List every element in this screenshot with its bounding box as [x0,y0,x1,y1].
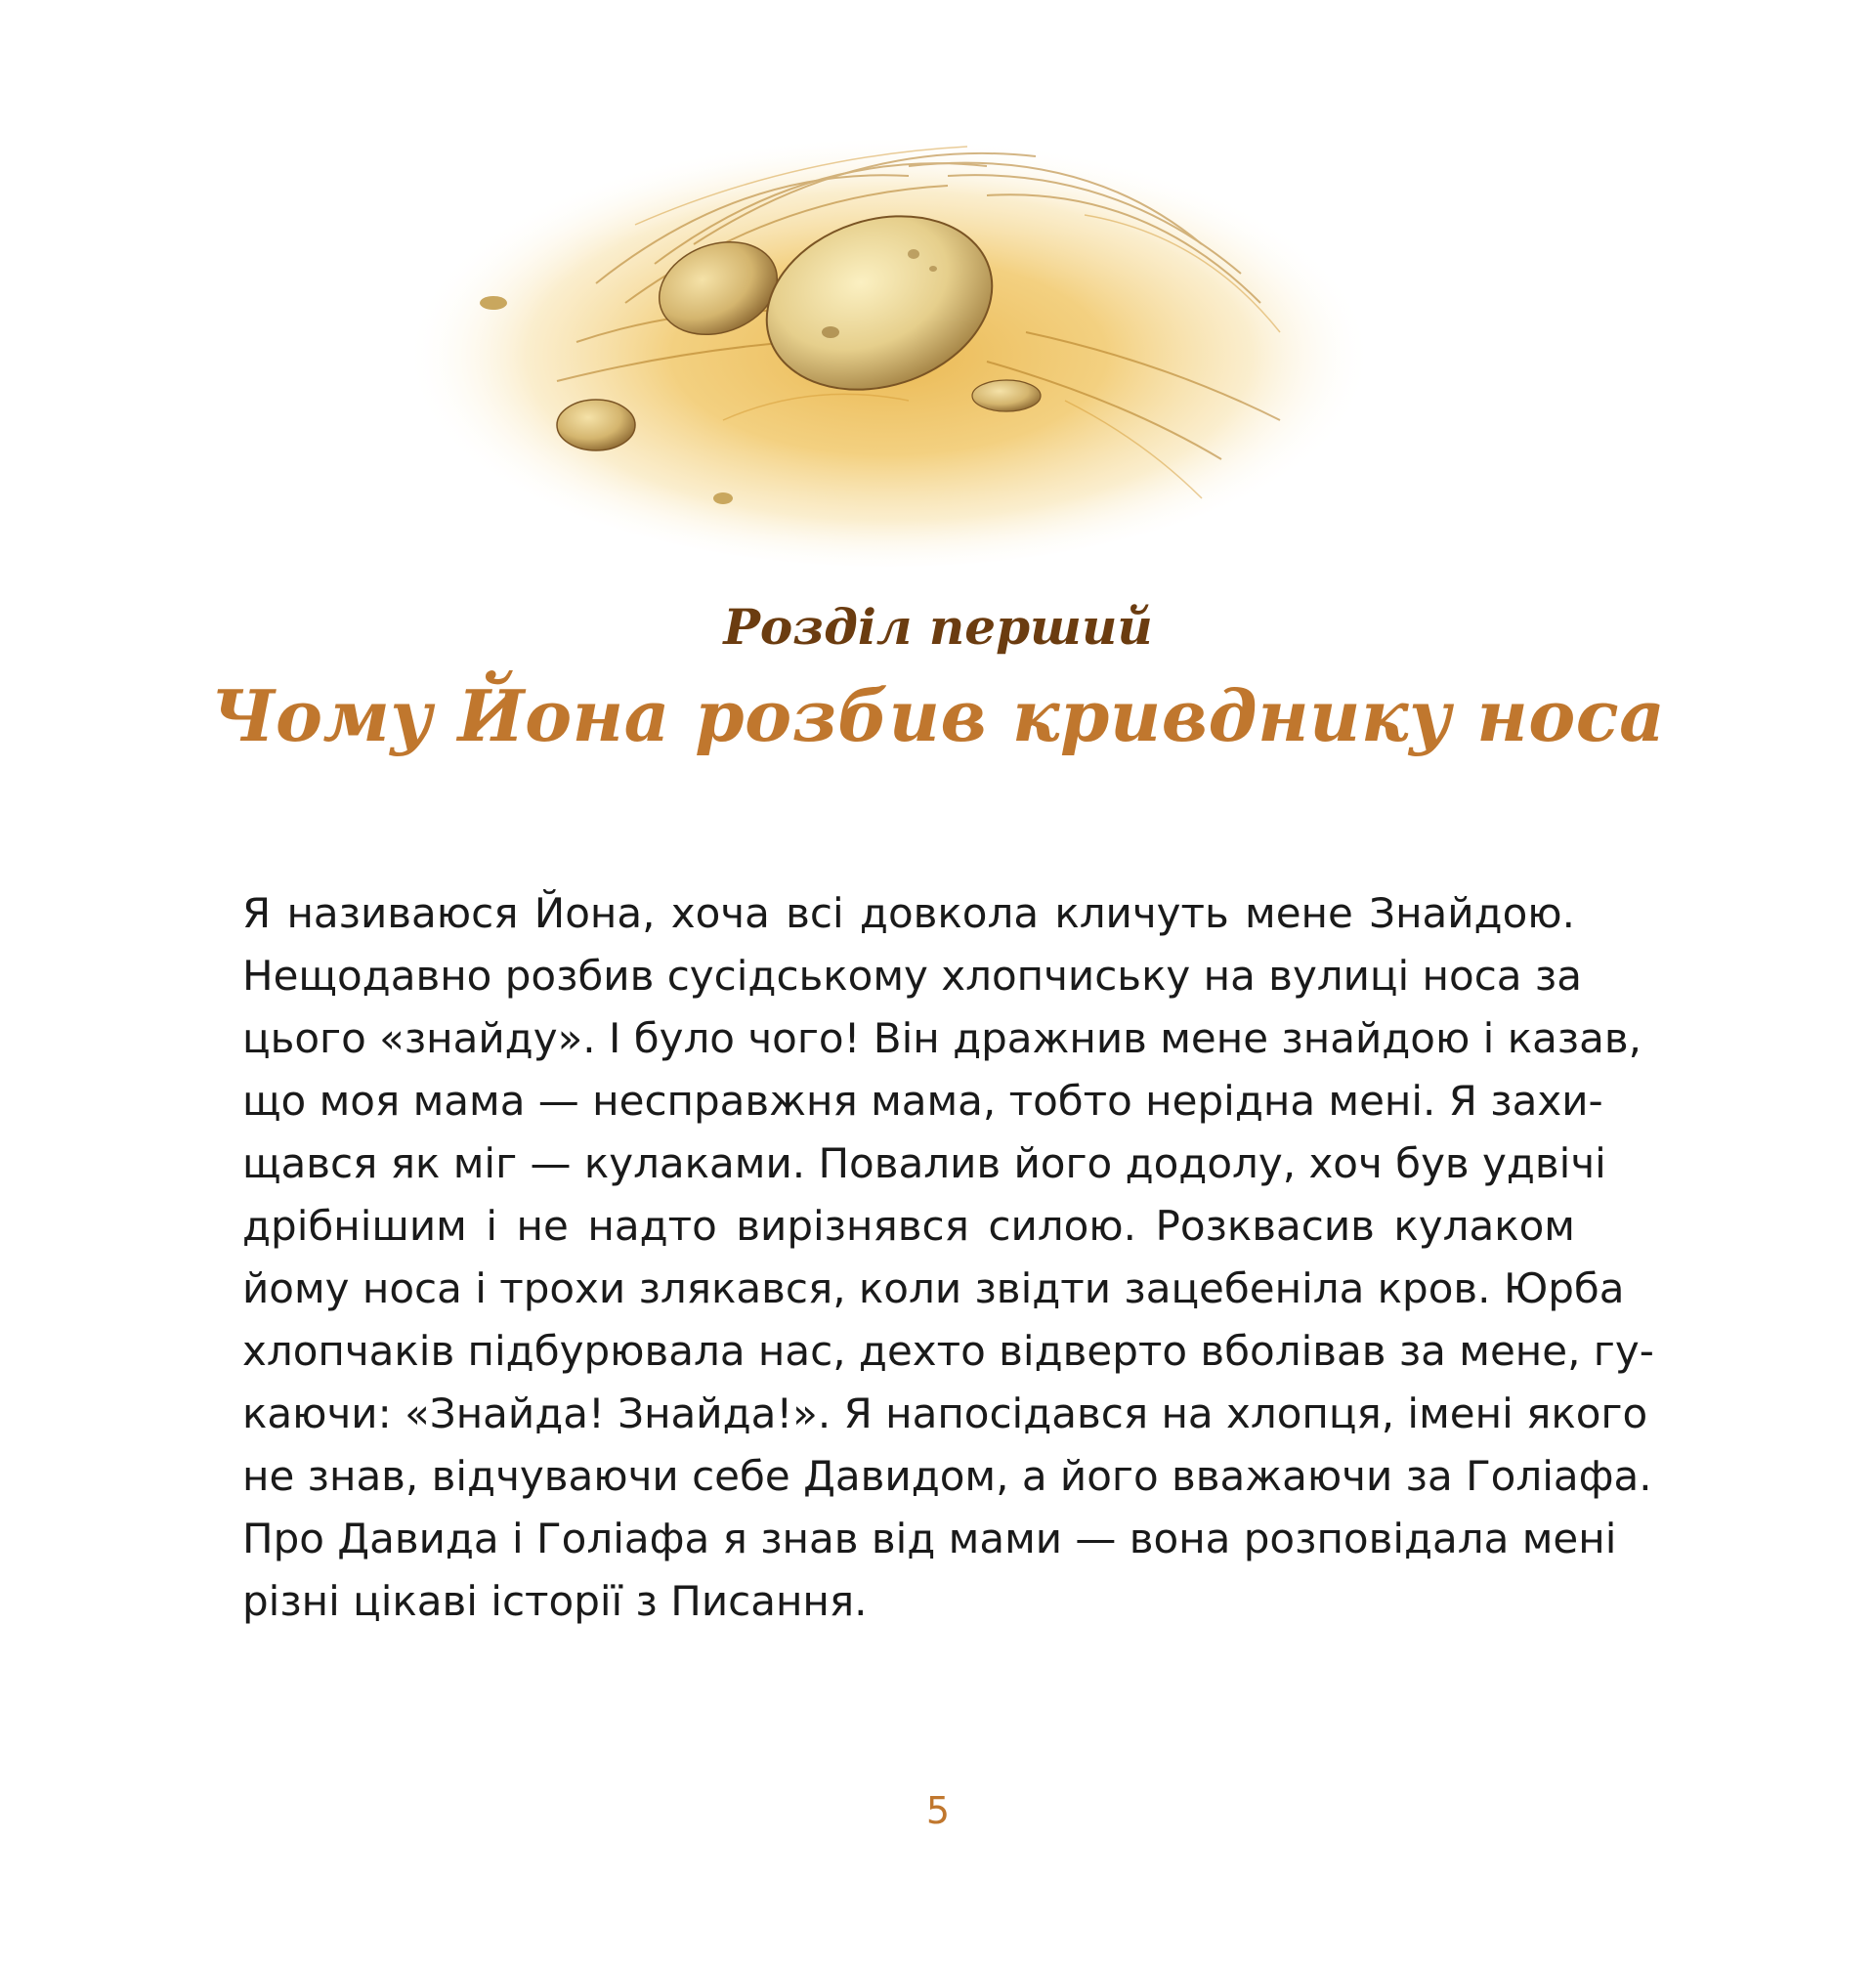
text-line: не знав, відчуваючи себе Давидом, а його вважаючи за Голіафа. [242,1452,1652,1500]
stones-illustration-svg [401,107,1378,567]
text-line: дрібнішим і не надто вирізнявся силою. Розквасив кулаком [242,1202,1575,1250]
text-line: Про Давида і Голіафа я знав від мами — вона розповідала мені [242,1515,1617,1562]
chapter-label: Розділ перший [723,598,1153,656]
text-line: що моя мама — несправжня мама, тобто нерідна мені. Я захи- [242,1077,1603,1125]
text-line: каючи: «Знайда! Знайда!». Я напосідався на хлопця, імені якого [242,1389,1648,1437]
stone-pit-2 [908,249,919,259]
text-line: хлопчаків підбурювала нас, дехто відверто вболівав за мене, гу- [242,1327,1654,1375]
text-line: Нещодавно розбив сусідському хлопчиську на вулиці носа за [242,952,1582,1000]
stone-small-left [557,400,635,450]
stone-pit-3 [929,266,937,272]
text-line: цього «знайду». І було чого! Він дражнив мене знайдою і казав, [242,1014,1642,1062]
text-line: щався як міг — кулаками. Повалив його додолу, хоч був удвічі [242,1139,1606,1187]
pebble-1 [480,296,507,310]
stones-illustration [401,107,1378,567]
chapter-title: Чому Йона розбив кривднику носа [210,674,1666,757]
body-paragraph [242,882,1654,1633]
pebble-2 [713,492,733,504]
stone-pit-1 [822,326,839,338]
text-line: йому носа і трохи злякався, коли звідти зацебеніла кров. Юрба [242,1264,1625,1312]
stone-small-right [972,380,1041,411]
text-line: Я називаюся Йона, хоча всі довкола кличуть мене Знайдою. [242,889,1575,937]
text-line: різні цікаві історії з Писання. [242,1577,868,1625]
page-number: 5 [925,1789,951,1832]
